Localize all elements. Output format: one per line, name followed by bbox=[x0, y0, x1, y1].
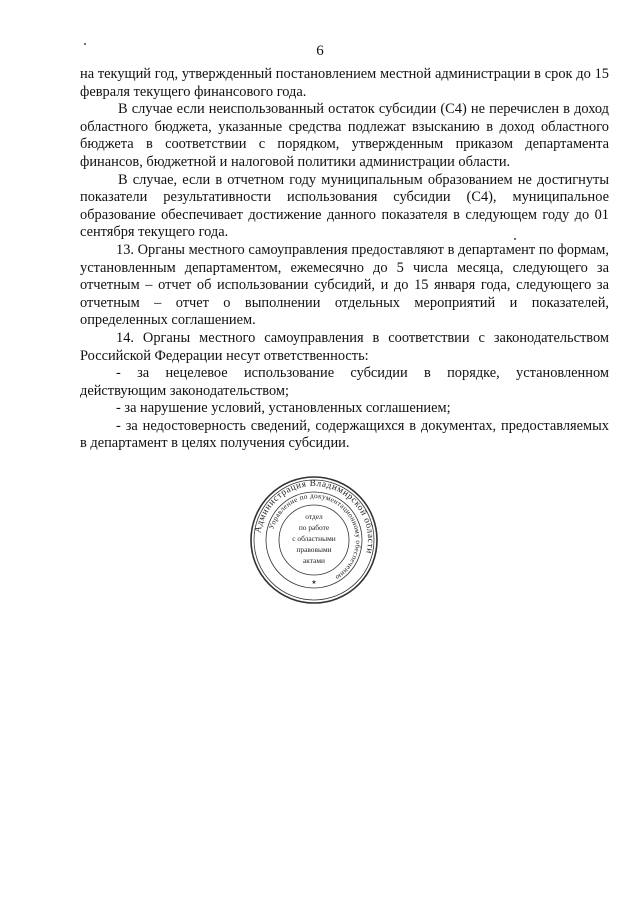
stamp-center-line: с областными bbox=[292, 534, 336, 543]
list-item-violation: - за нарушение условий, установленных соглашением; bbox=[116, 400, 451, 417]
star-icon: ★ bbox=[311, 579, 317, 586]
stamp-inner-ring-text: Управление по документационному обеспечению bbox=[267, 491, 363, 582]
stamp-outer-text: Администрация Владимирской области bbox=[252, 477, 377, 555]
stamp-center-line: правовыми bbox=[296, 545, 332, 554]
stamp-center-line: актами bbox=[302, 556, 326, 565]
document-body bbox=[80, 66, 609, 453]
official-stamp bbox=[248, 474, 380, 606]
paragraph-unspent-balance: В случае если неиспользованный остаток субсидии (С4) не перечислен в доход областного бюджета, указанные средства подлежат взысканию в доход областного бюджета в соответствии с порядком, утвержденным приказом департамента финансов, бюджетной и налоговой политики администрации области. bbox=[80, 101, 609, 170]
scan-speck bbox=[514, 238, 516, 240]
paragraph-continuation: на текущий год, утвержденный постановлением местной администрации в срок до 15 февраля текущего финансового года. bbox=[80, 66, 609, 100]
paragraph-13-reports: 13. Органы местного самоуправления предоставляют в департамент по формам, установленным департаментом, ежемесячно до 5 числа месяца, следующего за отчетным – отчет об использовании субсидий, и до 15 января года, следующего за отчетным – отчет о выполнении отдельных мероприятий и показателей, определенных соглашением. bbox=[80, 241, 609, 329]
stamp-center-line: отдел bbox=[305, 512, 323, 521]
stamp-center-line: по работе bbox=[298, 523, 330, 532]
paragraph-indicators-not-achieved: В случае, если в отчетном году муниципальным образованием не достигнуты показатели результативности использования субсидии (С4), муниципальное образование обеспечивает достижение данного показателя в следующем году до 01 сентября текущего года. bbox=[80, 171, 609, 241]
scan-speck bbox=[84, 43, 86, 45]
list-item-misuse: - за нецелевое использование субсидии в порядке, установленном действующим законодательством; bbox=[80, 365, 609, 399]
page-number: 6 bbox=[316, 43, 324, 59]
paragraph-14-responsibility: 14. Органы местного самоуправления в соответствии с законодательством Российской Федерации несут ответственность: bbox=[80, 329, 609, 364]
list-item-inaccuracy: - за недостоверность сведений, содержащихся в документах, предоставляемых в департамент в целях получения субсидии. bbox=[80, 417, 609, 452]
stamp-seal-icon bbox=[248, 474, 380, 606]
